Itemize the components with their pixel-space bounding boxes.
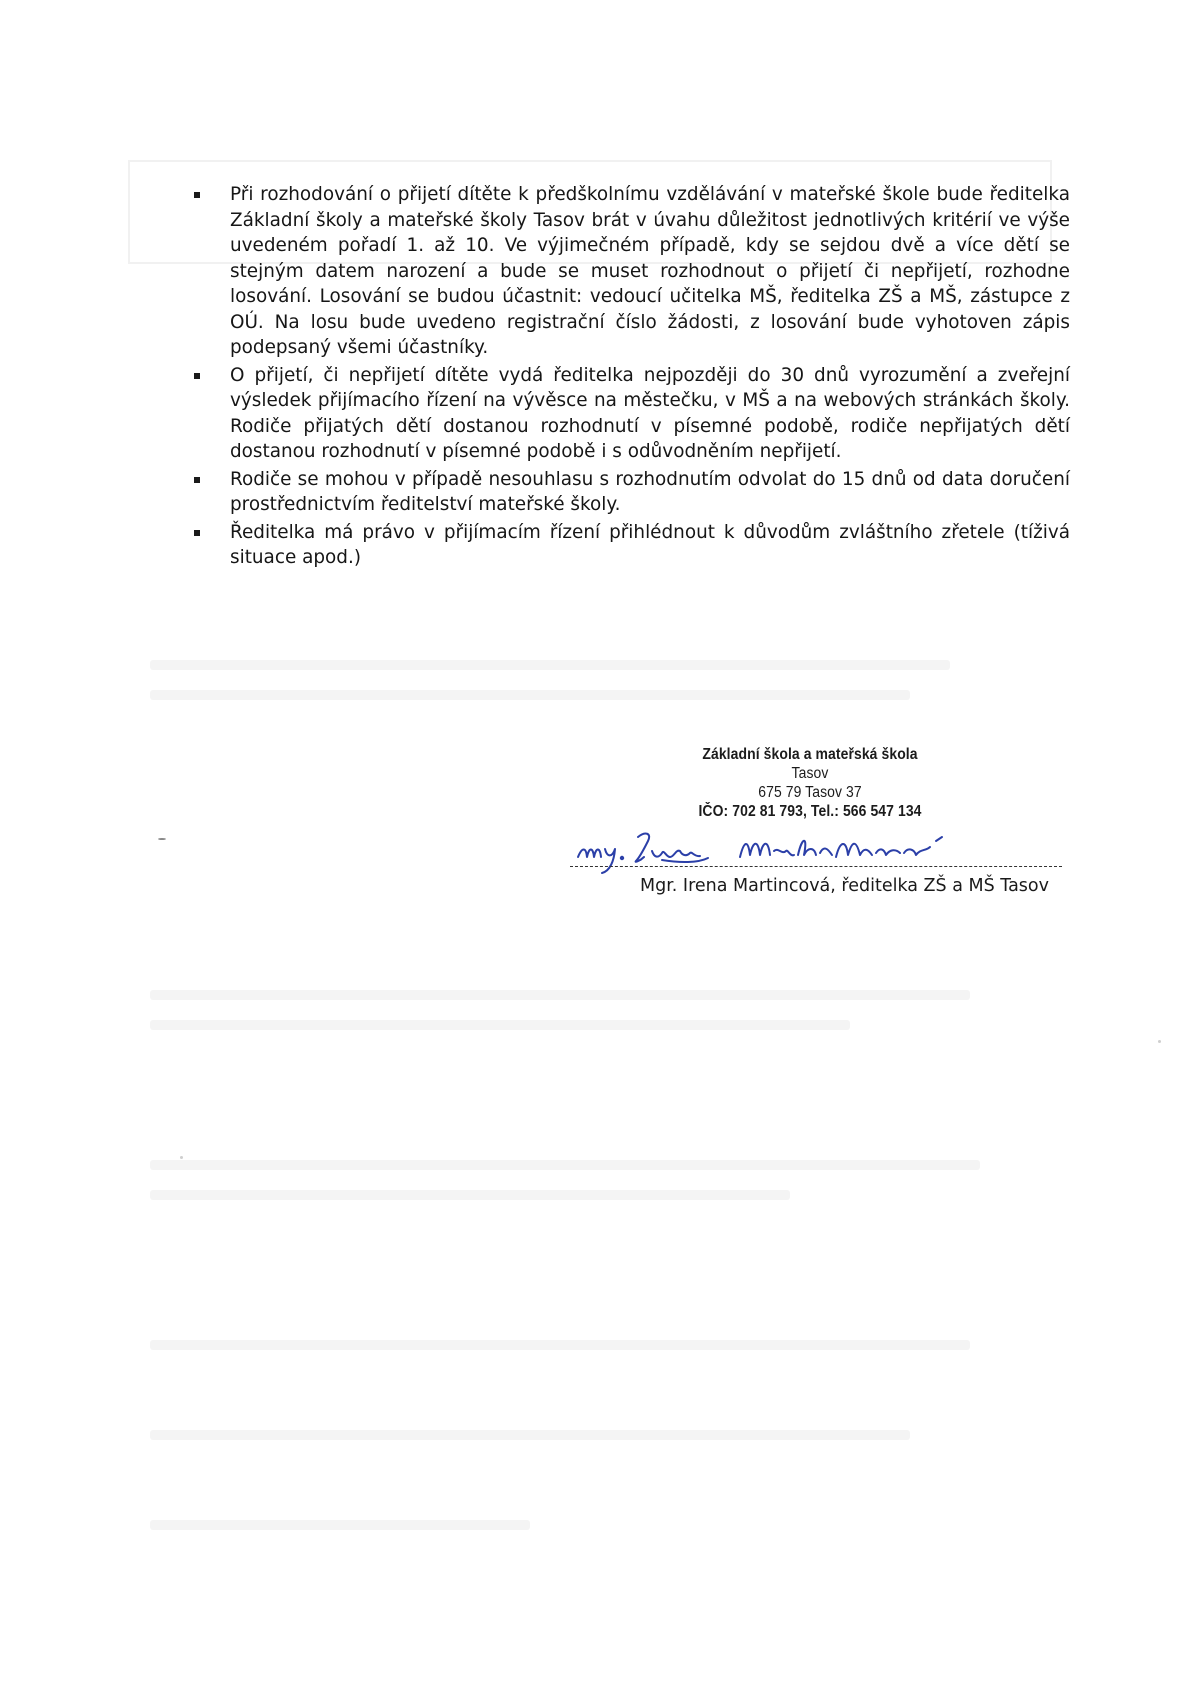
scan-speck [180,1156,183,1159]
stamp-ids: IČO: 702 81 793, Tel.: 566 547 134 [698,803,922,820]
list-item [190,520,1070,571]
bleed-through-line [150,1520,530,1530]
signature-caption: Mgr. Irena Martincová, ředitelka ZŠ a MŠ Tasov [640,876,1049,896]
list-item [190,363,1070,465]
stamp-address: 675 79 Tasov 37 [758,784,862,801]
list-item-text: O přijetí, či nepřijetí dítěte vydá ředitelka nejpozději do 30 dnů vyrozumění a zveřejní výsledek přijímacího řízení na vývěsce na městečku, v MŠ a na webových stránkách školy. Rodiče přijatých dětí dostanou rozhodnutí v písemné podobě, rodiče nepřijatých dětí dostanou rozhodnutí v písemné podobě i s odůvodněním nepřijetí. [230,364,1070,462]
criteria-notes-list [190,182,1070,573]
bleed-through-line [150,1340,970,1350]
square-bullet-icon [194,530,200,536]
square-bullet-icon [194,373,200,379]
bleed-through-line [150,990,970,1000]
school-stamp [650,745,970,821]
bleed-through-line [150,690,910,700]
stamp-title: Základní škola a mateřská škola [702,746,918,763]
square-bullet-icon [194,477,200,483]
list-item [190,182,1070,361]
scan-speck [158,838,166,840]
scan-speck [1158,1040,1161,1043]
signature-line [570,866,1062,867]
bleed-through-line [150,1020,850,1030]
list-item-text: Rodiče se mohou v případě nesouhlasu s rozhodnutím odvolat do 15 dnů od data doručení prostřednictvím ředitelství mateřské školy. [230,468,1070,515]
list-item-text: Ředitelka má právo v přijímacím řízení přihlédnout k důvodům zvláštního zřetele (tíživá situace apod.) [230,521,1070,568]
bleed-through-line [150,1160,980,1170]
bleed-through-line [150,1430,910,1440]
square-bullet-icon [194,192,200,198]
stamp-place: Tasov [791,765,829,782]
bleed-through-line [150,1190,790,1200]
handwritten-signature [570,827,1070,877]
list-item-text: Při rozhodování o přijetí dítěte k předškolnímu vzdělávání v mateřské škole bude ředitelka Základní školy a mateřské školy Tasov brát v úvahu důležitost jednotlivých kritérií ve výše uvedeném pořadí 1. až 10. Ve výjimečném případě, kdy se sejdou dvě a více dětí se stejným datem narození a bude se muset rozhodnout o přijetí či nepřijetí, rozhodne losování. Losování se budou účastnit: vedoucí učitelka MŠ, ředitelka ZŠ a MŠ, zástupce z OÚ. Na losu bude uvedeno registrační číslo žádosti, z losování bude vyhotoven zápis podepsaný všemi účastníky. [230,184,1070,358]
bleed-through-line [150,660,950,670]
list-item [190,467,1070,518]
